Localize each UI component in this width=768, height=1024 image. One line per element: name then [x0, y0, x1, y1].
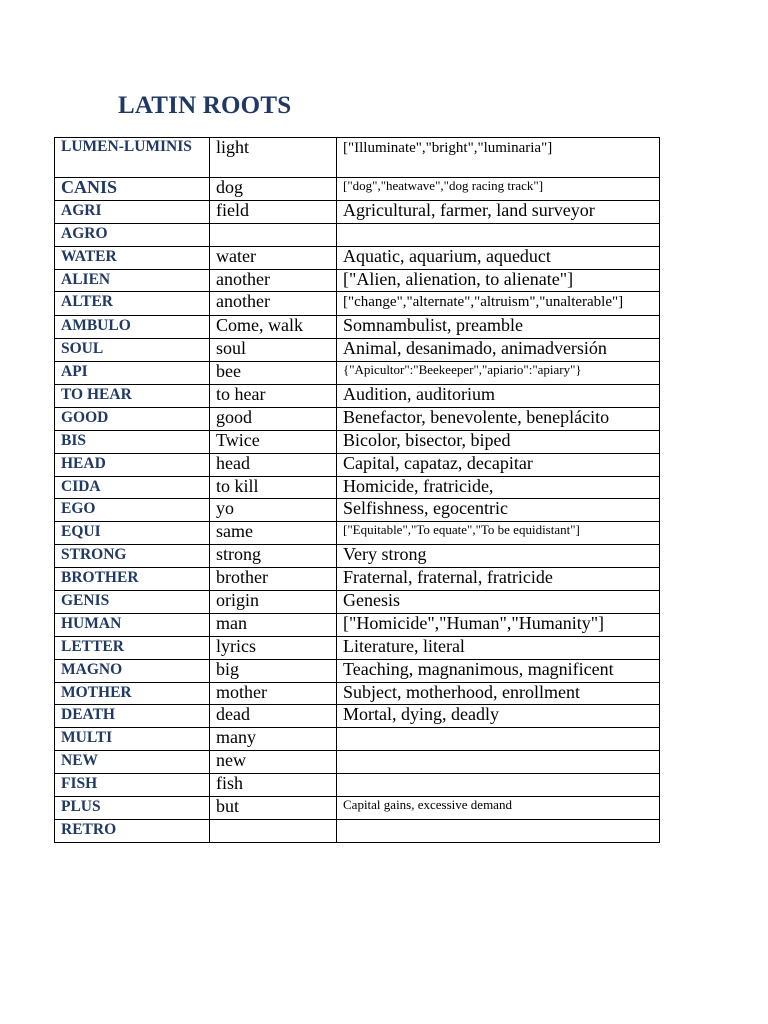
- root-cell: LETTER: [55, 636, 210, 659]
- examples-cell: [337, 728, 660, 751]
- table-row: [55, 200, 660, 223]
- examples-cell: Subject, motherhood, enrollment: [337, 682, 660, 705]
- examples-cell: Fraternal, fraternal, fratricide: [337, 568, 660, 591]
- meaning-cell: Come, walk: [210, 316, 337, 339]
- examples-cell: Aquatic, aquarium, aqueduct: [337, 246, 660, 269]
- table-row: [55, 797, 660, 820]
- meaning-cell: yo: [210, 499, 337, 522]
- meaning-cell: [210, 223, 337, 246]
- meaning-cell: bee: [210, 362, 337, 385]
- meaning-cell: lyrics: [210, 636, 337, 659]
- root-cell: WATER: [55, 246, 210, 269]
- root-cell: LUMEN-LUMINIS: [55, 138, 210, 178]
- examples-cell: Capital gains, excessive demand: [337, 797, 660, 820]
- examples-cell: ["dog","heatwave","dog racing track"]: [337, 178, 660, 201]
- root-cell: CANIS: [55, 178, 210, 201]
- table-row: [55, 728, 660, 751]
- examples-cell: [337, 751, 660, 774]
- table-row: [55, 499, 660, 522]
- examples-cell: Very strong: [337, 545, 660, 568]
- root-cell: GOOD: [55, 407, 210, 430]
- meaning-cell: another: [210, 269, 337, 292]
- examples-cell: Teaching, magnanimous, magnificent: [337, 659, 660, 682]
- table-row: [55, 682, 660, 705]
- meaning-cell: new: [210, 751, 337, 774]
- root-cell: PLUS: [55, 797, 210, 820]
- table-row: [55, 316, 660, 339]
- root-cell: CIDA: [55, 476, 210, 499]
- table-row: [55, 138, 660, 178]
- root-cell: EQUI: [55, 522, 210, 545]
- table-row: [55, 178, 660, 201]
- meaning-cell: field: [210, 200, 337, 223]
- meaning-cell: strong: [210, 545, 337, 568]
- table-row: [55, 819, 660, 842]
- meaning-cell: brother: [210, 568, 337, 591]
- table-row: [55, 292, 660, 316]
- table-row: [55, 362, 660, 385]
- table-row: [55, 430, 660, 453]
- examples-cell: Selfishness, egocentric: [337, 499, 660, 522]
- table-row: [55, 591, 660, 614]
- table-row: [55, 385, 660, 408]
- meaning-cell: same: [210, 522, 337, 545]
- table-row: [55, 246, 660, 269]
- table-row: [55, 269, 660, 292]
- table-row: [55, 659, 660, 682]
- meaning-cell: big: [210, 659, 337, 682]
- examples-cell: [337, 819, 660, 842]
- root-cell: ALIEN: [55, 269, 210, 292]
- examples-cell: Audition, auditorium: [337, 385, 660, 408]
- meaning-cell: dog: [210, 178, 337, 201]
- meaning-cell: to hear: [210, 385, 337, 408]
- examples-cell: Mortal, dying, deadly: [337, 705, 660, 728]
- examples-cell: Genesis: [337, 591, 660, 614]
- meaning-cell: to kill: [210, 476, 337, 499]
- meaning-cell: another: [210, 292, 337, 316]
- meaning-cell: [210, 819, 337, 842]
- table-row: [55, 613, 660, 636]
- root-cell: RETRO: [55, 819, 210, 842]
- root-cell: MAGNO: [55, 659, 210, 682]
- meaning-cell: fish: [210, 774, 337, 797]
- meaning-cell: many: [210, 728, 337, 751]
- examples-cell: Capital, capataz, decapitar: [337, 453, 660, 476]
- root-cell: STRONG: [55, 545, 210, 568]
- meaning-cell: head: [210, 453, 337, 476]
- meaning-cell: good: [210, 407, 337, 430]
- meaning-cell: water: [210, 246, 337, 269]
- table-row: [55, 636, 660, 659]
- root-cell: GENIS: [55, 591, 210, 614]
- table-row: [55, 522, 660, 545]
- table-row: [55, 774, 660, 797]
- root-cell: MOTHER: [55, 682, 210, 705]
- root-cell: TO HEAR: [55, 385, 210, 408]
- examples-cell: [337, 223, 660, 246]
- meaning-cell: mother: [210, 682, 337, 705]
- table-row: [55, 545, 660, 568]
- root-cell: ALTER: [55, 292, 210, 316]
- root-cell: API: [55, 362, 210, 385]
- meaning-cell: soul: [210, 339, 337, 362]
- meaning-cell: origin: [210, 591, 337, 614]
- examples-cell: Homicide, fratricide,: [337, 476, 660, 499]
- page-title: LATIN ROOTS: [118, 92, 292, 119]
- examples-cell: [337, 774, 660, 797]
- root-cell: HEAD: [55, 453, 210, 476]
- meaning-cell: light: [210, 138, 337, 178]
- table-row: [55, 339, 660, 362]
- table-row: [55, 453, 660, 476]
- table-row: [55, 476, 660, 499]
- root-cell: MULTI: [55, 728, 210, 751]
- table-row: [55, 751, 660, 774]
- examples-cell: ["change","alternate","altruism","unalterable"]: [337, 292, 660, 316]
- examples-cell: Animal, desanimado, animadversión: [337, 339, 660, 362]
- table-row: [55, 705, 660, 728]
- examples-cell: Literature, literal: [337, 636, 660, 659]
- root-cell: AMBULO: [55, 316, 210, 339]
- meaning-cell: but: [210, 797, 337, 820]
- root-cell: AGRO: [55, 223, 210, 246]
- root-cell: EGO: [55, 499, 210, 522]
- root-cell: AGRI: [55, 200, 210, 223]
- root-cell: BROTHER: [55, 568, 210, 591]
- latin-roots-table: [54, 137, 660, 843]
- meaning-cell: dead: [210, 705, 337, 728]
- examples-cell: Somnambulist, preamble: [337, 316, 660, 339]
- meaning-cell: man: [210, 613, 337, 636]
- examples-cell: Bicolor, bisector, biped: [337, 430, 660, 453]
- root-cell: BIS: [55, 430, 210, 453]
- examples-cell: ["Equitable","To equate","To be equidistant"]: [337, 522, 660, 545]
- table-row: [55, 407, 660, 430]
- examples-cell: Agricultural, farmer, land surveyor: [337, 200, 660, 223]
- examples-cell: ["Homicide","Human","Humanity"]: [337, 613, 660, 636]
- root-cell: DEATH: [55, 705, 210, 728]
- root-cell: FISH: [55, 774, 210, 797]
- examples-cell: ["Alien, alienation, to alienate"]: [337, 269, 660, 292]
- table-row: [55, 568, 660, 591]
- root-cell: SOUL: [55, 339, 210, 362]
- table-row: [55, 223, 660, 246]
- root-cell: NEW: [55, 751, 210, 774]
- examples-cell: Benefactor, benevolente, beneplácito: [337, 407, 660, 430]
- examples-cell: {"Apicultor":"Beekeeper","apiario":"apiary"}: [337, 362, 660, 385]
- root-cell: HUMAN: [55, 613, 210, 636]
- meaning-cell: Twice: [210, 430, 337, 453]
- examples-cell: ["Illuminate","bright","luminaria"]: [337, 138, 660, 178]
